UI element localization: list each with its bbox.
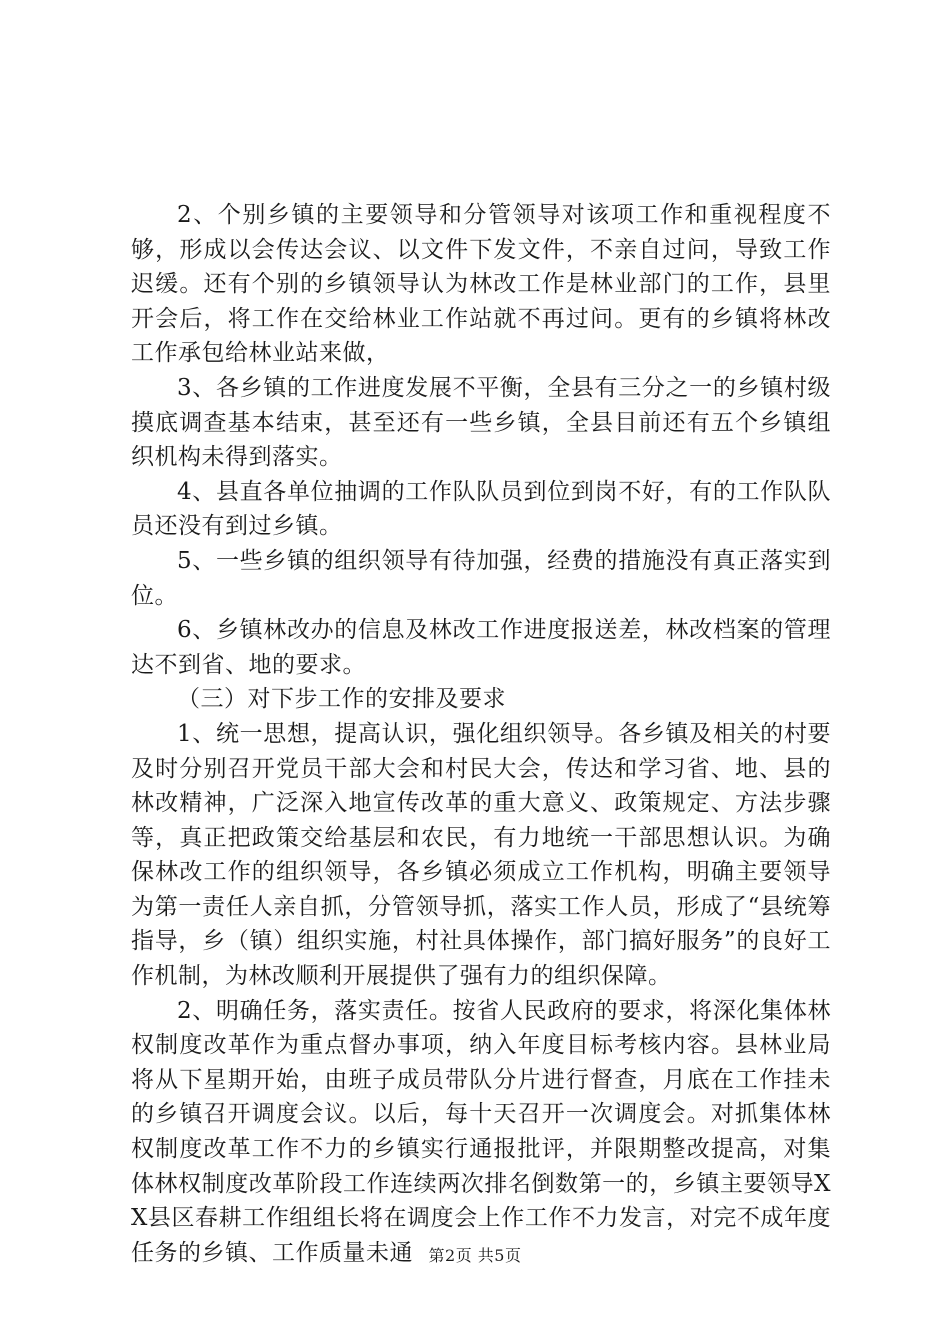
paragraph-issue-5: 5、一些乡镇的组织领导有待加强，经费的措施没有真正落实到位。 — [131, 547, 831, 609]
paragraph-issue-6: 6、乡镇林改办的信息及林改工作进度报送差，林改档案的管理达不到省、地的要求。 — [131, 617, 831, 678]
paragraph-issue-4: 4、县直各单位抽调的工作队队员到位到岗不好，有的工作队队员还没有到过乡镇。 — [131, 478, 831, 540]
page-number-footer: 第2页 共5页 — [428, 1246, 522, 1265]
section-heading: （三）对下步工作的安排及要求 — [177, 686, 506, 713]
paragraph-issue-2: 2、个别乡镇的主要领导和分管领导对该项工作和重视程度不够，形成以会传达会议、以文件下发文件，不亲自过问，导致工作迟缓。还有个别的乡镇领导认为林改工作是林业部门的工作，县里开会后，将工作在交给林业工作站就不再过问。更有的乡镇将林改工作承包给林业站来做， — [131, 202, 831, 367]
paragraph-plan-2: 2、明确任务，落实责任。按省人民政府的要求，将深化集体林权制度改革作为重点督办事项，纳入年度目标考核内容。县林业局将从下星期开始，由班子成员带队分片进行督查，月底在工作挂未的乡镇召开调度会议。以后，每十天召开一次调度会。对抓集体林权制度改革工作不力的乡镇实行通报批评，并限期整改提高，对集体林权制度改革阶段工作连续两次排名倒数第一的，乡镇主要领导XX县区春耕工作组组长将在调度会上作工作不力发言，对完不成年度任务的乡镇、工作质量未通 — [131, 997, 831, 1266]
paragraph-plan-1: 1、统一思想，提高认识，强化组织领导。各乡镇及相关的村要及时分别召开党员干部大会和村民大会，传达和学习省、地、县的林改精神，广泛深入地宣传改革的重大意义、政策规定、方法步骤等，真正把政策交给基层和农民，有力地统一干部思想认识。为确保林改工作的组织领导，各乡镇必须成立工作机构，明确主要领导为第一责任人亲自抓，分管领导抓，落实工作人员，形成了“县统筹指导，乡（镇）组织实施，村社具体操作，部门搞好服务”的良好工作机制，为林改顺利开展提供了强有力的组织保障。 — [131, 720, 831, 990]
document-body — [131, 198, 831, 1270]
paragraph-issue-3: 3、各乡镇的工作进度发展不平衡，全县有三分之一的乡镇村级摸底调查基本结束，甚至还有一些乡镇，全县目前还有五个乡镇组织机构未得到落实。 — [131, 374, 831, 471]
